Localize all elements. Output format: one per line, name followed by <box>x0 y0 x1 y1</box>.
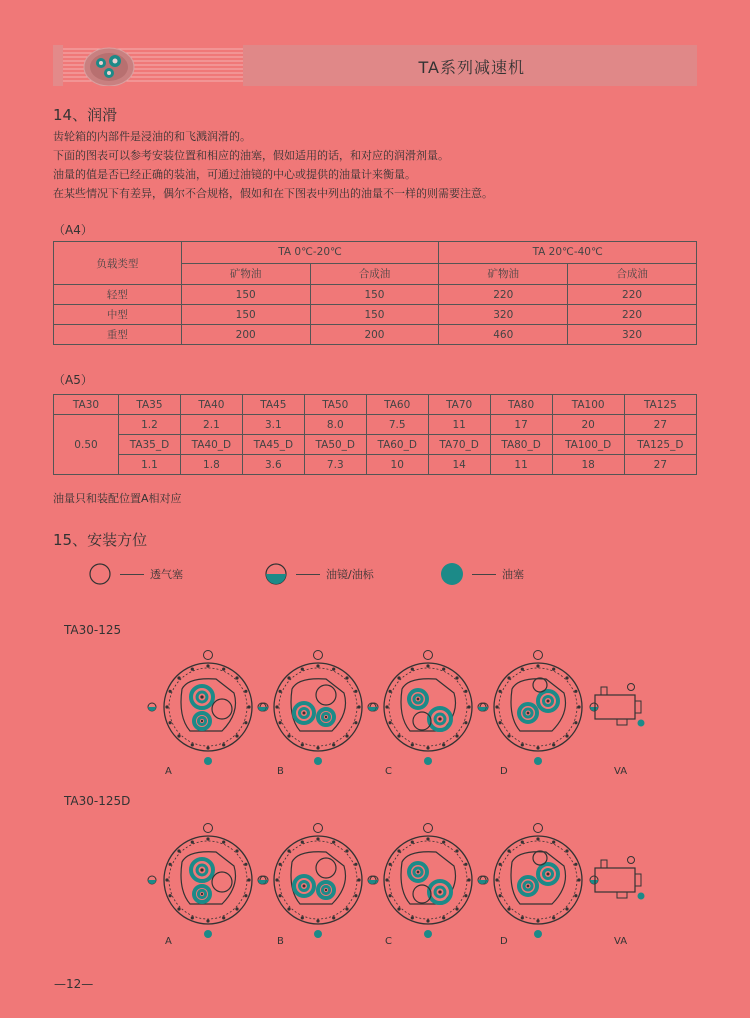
table-cell: 17 <box>490 415 552 435</box>
table-cell: 11 <box>428 415 490 435</box>
sight-glass-icon <box>148 703 156 711</box>
sight-glass-icon <box>478 876 486 884</box>
vent-plug-icon <box>314 824 323 833</box>
position-label-c: C <box>385 936 392 947</box>
table-cell: 3.1 <box>242 415 304 435</box>
table-cell: 320 <box>439 305 568 325</box>
table-cell: 3.6 <box>242 455 304 475</box>
vent-plug-icon <box>534 824 543 833</box>
table-cell: 150 <box>310 305 439 325</box>
table-cell: TA125_D <box>624 435 696 455</box>
position-label-va: VA <box>614 936 628 947</box>
table-row-header: 轻型 <box>54 285 182 305</box>
table-cell: 7.5 <box>366 415 428 435</box>
gearbox-housing <box>258 651 378 766</box>
table-subheader: 矿物油 <box>439 263 568 285</box>
sight-glass-icon <box>478 703 486 711</box>
sight-glass-icon <box>368 876 376 884</box>
table-cell: 320 <box>568 325 697 345</box>
gear-logo-icon <box>81 45 141 86</box>
table-cell: 0.50 <box>54 415 119 475</box>
table-cell: 1.8 <box>180 455 242 475</box>
position-label-d: D <box>500 936 508 947</box>
row-title-ta30-125d: TA30-125D <box>64 794 131 808</box>
section-15-title: 15、安装方位 <box>53 531 148 549</box>
oil-plug-icon <box>424 930 432 938</box>
page-number: —12— <box>54 977 94 991</box>
table-corner-cell: 负载类型 <box>54 242 182 285</box>
vent-plug-icon <box>424 824 433 833</box>
legend-label: 透气塞 <box>150 568 183 581</box>
table-cell: 220 <box>439 285 568 305</box>
table-cell: 200 <box>310 325 439 345</box>
gearbox-housing <box>258 824 378 939</box>
sight-glass-icon <box>258 703 266 711</box>
vent-plug-icon <box>204 824 213 833</box>
oil-plug-icon <box>638 720 645 727</box>
legend-label: 油塞 <box>502 568 524 581</box>
table-row-header: 重型 <box>54 325 182 345</box>
legend-label: 油镜/油标 <box>326 568 374 581</box>
oil-plug-icon <box>440 562 464 586</box>
table-subheader: 合成油 <box>310 263 439 285</box>
table-cell: TA60_D <box>366 435 428 455</box>
sight-glass-icon <box>264 562 288 586</box>
table-header-cell: TA80 <box>490 395 552 415</box>
vent-plug-icon <box>314 651 323 660</box>
sight-glass-icon <box>590 703 598 711</box>
vent-plug-icon <box>88 562 112 586</box>
table-cell: 150 <box>181 285 310 305</box>
position-label-b: B <box>277 766 284 777</box>
table-cell: 2.1 <box>180 415 242 435</box>
mounting-diagram-row <box>140 823 670 938</box>
table-group-header: TA 20℃-40℃ <box>439 242 697 264</box>
table-cell: 11 <box>490 455 552 475</box>
paragraph-line: 齿轮箱的内部件是浸油的和飞溅润滑的。 <box>53 130 251 143</box>
table-header-cell: TA35 <box>119 395 181 415</box>
table-cell: 150 <box>181 305 310 325</box>
table-cell: TA35_D <box>119 435 181 455</box>
gearbox-housing <box>478 824 598 939</box>
legend-item <box>440 562 524 586</box>
gearbox-housing <box>368 651 488 766</box>
oil-plug-icon <box>314 757 322 765</box>
table-subheader: 合成油 <box>568 263 697 285</box>
table-a4 <box>53 241 697 345</box>
table-row-header: 中型 <box>54 305 182 325</box>
position-label-a: A <box>165 766 172 777</box>
sight-glass-icon <box>258 876 266 884</box>
table-cell: TA45_D <box>242 435 304 455</box>
paragraph-line: 在某些情况下有差异，偶尔不合规格，假如和在下图表中列出的油量不一样的则需要注意。 <box>53 187 493 200</box>
table-header-cell: TA50 <box>304 395 366 415</box>
gearbox-housing <box>148 824 268 939</box>
table-subheader: 矿物油 <box>181 263 310 285</box>
gearbox-housing <box>368 824 488 939</box>
row-title-ta30-125: TA30-125 <box>64 623 122 637</box>
page-header <box>53 45 697 86</box>
legend-item <box>264 562 374 586</box>
lubrication-text <box>53 127 493 203</box>
paragraph-line: 下面的图表可以参考安装位置和相应的油塞，假如适用的话，和对应的润滑剂量。 <box>53 149 449 162</box>
table-cell: 150 <box>310 285 439 305</box>
table-a5-label: （A5） <box>53 373 93 387</box>
table-cell: TA100_D <box>552 435 624 455</box>
sight-glass-icon <box>148 876 156 884</box>
table-header-cell: TA60 <box>366 395 428 415</box>
oil-plug-icon <box>534 930 542 938</box>
table-cell: TA80_D <box>490 435 552 455</box>
table-header-cell: TA125 <box>624 395 696 415</box>
table-cell: 27 <box>624 415 696 435</box>
sight-glass-icon <box>590 876 598 884</box>
gearbox-housing <box>148 651 268 766</box>
table-cell: 7.3 <box>304 455 366 475</box>
table-header-cell: TA45 <box>242 395 304 415</box>
table-cell: 27 <box>624 455 696 475</box>
paragraph-line: 油量的值是否已经正确的装油，可通过油镜的中心或提供的油量计来衡量。 <box>53 168 416 181</box>
table-header-cell: TA100 <box>552 395 624 415</box>
vent-plug-icon <box>628 684 635 691</box>
table-cell: 20 <box>552 415 624 435</box>
gearbox-side-view <box>595 684 645 727</box>
gearbox-housing <box>478 651 598 766</box>
oil-plug-icon <box>204 930 212 938</box>
table-cell: 14 <box>428 455 490 475</box>
table-cell: TA40_D <box>180 435 242 455</box>
table-cell: 220 <box>568 305 697 325</box>
vent-plug-icon <box>424 651 433 660</box>
table-a5-note: 油量只和装配位置A相对应 <box>53 492 182 505</box>
table-cell: TA70_D <box>428 435 490 455</box>
mounting-diagram-row <box>140 650 670 765</box>
table-cell: 1.2 <box>119 415 181 435</box>
table-header-cell: TA70 <box>428 395 490 415</box>
table-cell: 1.1 <box>119 455 181 475</box>
position-label-a: A <box>165 936 172 947</box>
vent-plug-icon <box>204 651 213 660</box>
sight-glass-icon <box>368 703 376 711</box>
position-label-c: C <box>385 766 392 777</box>
table-group-header: TA 0℃-20℃ <box>181 242 439 264</box>
legend-item <box>88 562 183 586</box>
vent-plug-icon <box>628 857 635 864</box>
table-header-cell: TA40 <box>180 395 242 415</box>
table-header-cell: TA30 <box>54 395 119 415</box>
table-a5 <box>53 394 697 475</box>
table-cell: 220 <box>568 285 697 305</box>
vent-plug-icon <box>534 651 543 660</box>
table-cell: 8.0 <box>304 415 366 435</box>
position-label-va: VA <box>614 766 628 777</box>
oil-plug-icon <box>534 757 542 765</box>
oil-plug-icon <box>424 757 432 765</box>
section-14-title: 14、润滑 <box>53 106 118 124</box>
position-label-d: D <box>500 766 508 777</box>
table-cell: 18 <box>552 455 624 475</box>
gearbox-side-view <box>595 857 645 900</box>
position-label-b: B <box>277 936 284 947</box>
header-title: TA系列减速机 <box>418 58 525 77</box>
oil-plug-icon <box>638 893 645 900</box>
oil-plug-icon <box>204 757 212 765</box>
table-cell: 460 <box>439 325 568 345</box>
table-cell: TA50_D <box>304 435 366 455</box>
oil-plug-icon <box>314 930 322 938</box>
table-a4-label: （A4） <box>53 223 93 237</box>
table-cell: 10 <box>366 455 428 475</box>
table-cell: 200 <box>181 325 310 345</box>
